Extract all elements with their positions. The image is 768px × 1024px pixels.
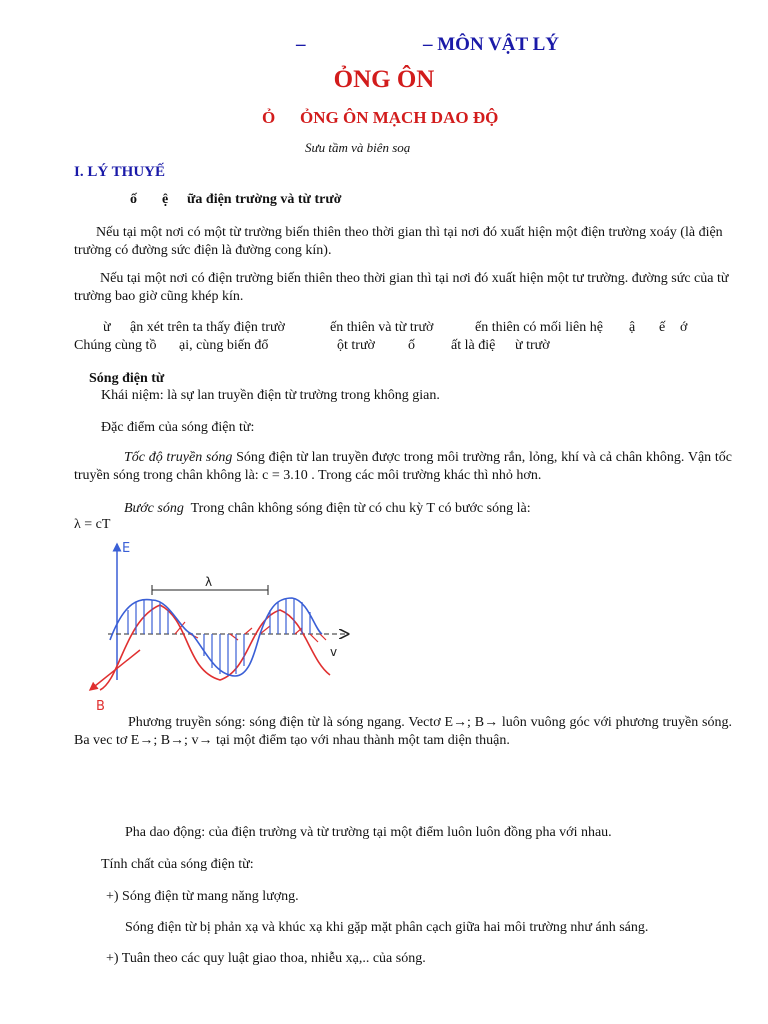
wave-concept: Khái niệm: là sự lan truyền điện từ trường trong không gian. (101, 388, 440, 403)
e-wave (110, 598, 322, 676)
p3-frag: ất là điệ (451, 338, 496, 353)
v-label: v (330, 645, 338, 659)
wave-features: Đặc điểm của sóng điện từ: (101, 420, 255, 435)
wavelength-formula: λ = cT (74, 517, 111, 532)
p3-frag: ớ (680, 320, 688, 335)
e-label: E (122, 541, 131, 556)
p3-frag: ận xét trên ta thấy điện trườ (130, 320, 285, 335)
header-subject: – MÔN VẬT LÝ (423, 34, 560, 55)
p3-frag: Chúng cùng tồ (74, 338, 157, 353)
b-label: B (96, 699, 105, 714)
topic-frag-2: ệ (162, 192, 169, 207)
speed-label: Tốc độ truyền sóng (124, 450, 233, 465)
lambda-label: λ (205, 575, 213, 589)
wave-wavelength (124, 500, 531, 518)
property-3: +) Tuân theo các quy luật giao thoa, nhiễu xạ,.. của sóng. (106, 951, 426, 966)
paragraph-1: Nếu tại một nơi có một từ trường biến thiên theo thời gian thì tại nơi đó xuất hiện một điện trường xoáy (là điện trường có đường sức điện là đường cong kín). (74, 225, 723, 258)
subtitle-part2: ỎNG ÔN MẠCH DAO ĐỘ (300, 108, 499, 127)
p3-frag: ừ (103, 320, 111, 335)
b-wave (100, 605, 330, 690)
b-arrows (175, 622, 326, 642)
topic-frag-3: ữa điện trường và từ trườ (187, 192, 342, 207)
paragraph-2: Nếu tại một nơi có điện trường biến thiên theo thời gian thì tại nơi đó xuất hiện một tư trường. đường sức của từ trường bao giờ cũng khép kín. (74, 271, 729, 304)
section-heading: I. LÝ THUYẾ (74, 164, 165, 180)
p3-frag: ừ trườ (515, 338, 550, 353)
page-title: ỎNG ÔN (333, 66, 435, 93)
wave-heading: Sóng điện từ (89, 371, 165, 386)
wave-phase: Pha dao động: của điện trường và từ trường tại một điểm luôn luôn đồng pha với nhau. (125, 825, 612, 840)
em-wave-figure (80, 530, 360, 720)
p3-frag: ến thiên có mối liên hệ (475, 320, 603, 335)
compiled-note: Sưu tầm và biên soạ (305, 140, 411, 155)
paragraph-3 (0, 320, 768, 360)
property-1: +) Sóng điện từ mang năng lượng. (106, 889, 299, 904)
wave-direction: Phương truyền sóng: sóng điện từ là sóng ngang. Vectơ E→; B→ luôn vuông góc với phương truyền sóng. Ba vec tơ E→; B→; v→ tại một điểm tạo với nhau thành một tam diện thuận. (74, 715, 732, 748)
p3-frag: ến thiên và từ trườ (330, 320, 434, 335)
p3-frag: ại, cùng biến đổ (179, 338, 269, 353)
header-dash: – (296, 34, 306, 55)
topic-frag-1: ố (130, 192, 137, 207)
wavelength-text: Trong chân không sóng điện từ có chu kỳ T có bước sóng là: (190, 501, 531, 516)
e-arrows (128, 598, 310, 676)
wave-speed (74, 449, 732, 485)
p3-frag: ậ (629, 320, 636, 335)
property-2: Sóng điện từ bị phản xạ và khúc xạ khi gặp mặt phân cạch giữa hai môi trường như ánh sáng. (125, 920, 649, 935)
subtitle-part1: Ỏ (262, 108, 276, 127)
speed-text: Sóng điện từ lan truyền được trong môi trường rắn, lỏng, khí và cả chân không. Vận tốc truyền sóng trong chân không là: c = 3.10 . Trong các môi trường khác thì nhỏ hơn. (74, 450, 733, 483)
p3-frag: ế (659, 320, 666, 335)
wavelength-label: Bước sóng (124, 501, 184, 516)
p3-frag: ố (408, 338, 415, 353)
p3-frag: ột trườ (337, 338, 375, 353)
wave-properties: Tính chất của sóng điện từ: (101, 857, 254, 872)
